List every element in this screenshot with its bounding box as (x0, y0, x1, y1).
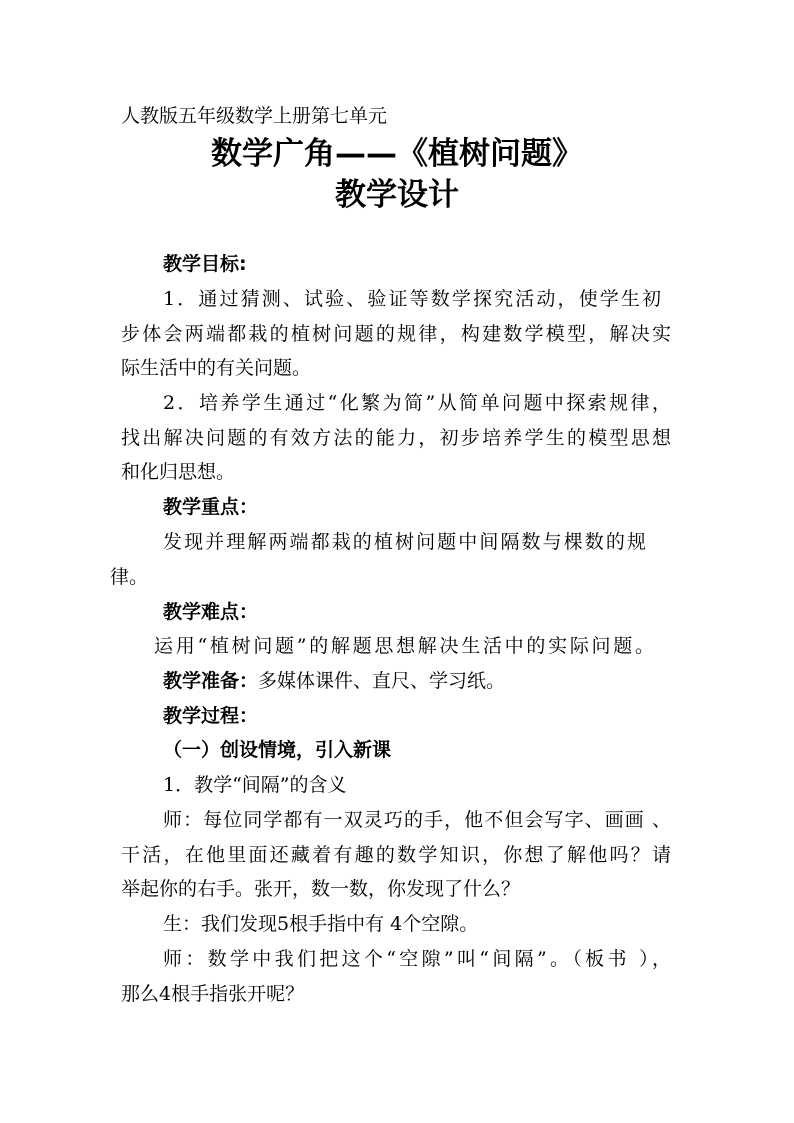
edition-label: 人教版五年级数学上册第七单元 (121, 105, 388, 127)
student1-line1: 生：我们发现5根手指中有 4个空隙。 (163, 913, 479, 935)
prep-text: 多媒体课件、直尺、学习纸。 (258, 670, 506, 692)
key-line1: 发现并理解两端都栽的植树问题中间隔数与棵数的规 (163, 531, 646, 553)
part1-heading: （一）创设情境，引入新课 (163, 739, 392, 761)
teacher1-line2: 干活，在他里面还藏着有趣的数学知识，你想了解他吗？请 (121, 844, 671, 866)
teacher1-line1: 师：每位同学都有一双灵巧的手，他不但会写字、画画 、 (163, 809, 671, 831)
document-title: 数学广角——《植树问题》 (211, 136, 583, 172)
document-subtitle: 教学设计 (335, 177, 459, 213)
goal1-line3: 际生活中的有关问题。 (121, 357, 312, 379)
teacher2-line2: 那么4根手指张开呢？ (121, 983, 305, 1005)
key-heading: 教学重点： (163, 496, 259, 518)
key-line2: 律。 (110, 566, 149, 588)
prep-line (163, 669, 505, 693)
teacher2-line1: 师：数学中我们把这个“空隙”叫“间隔”。（板书 ）， (163, 948, 671, 970)
goal2-line1: 2．培养学生通过“化繁为简”从简单问题中探索规律， (163, 392, 671, 414)
goals-heading: 教学目标: (163, 253, 247, 275)
difficulty-line1: 运用“植树问题”的解题思想解决生活中的实际问题。 (154, 635, 654, 657)
item1-heading: 1．教学“间隔”的含义 (163, 774, 347, 796)
teacher1-line3: 举起你的右手。张开，数一数，你发现了什么？ (121, 878, 521, 900)
goal1-line2: 步体会两端都栽的植树问题的规律，构建数学模型，解决实 (121, 323, 671, 345)
process-heading: 教学过程： (163, 705, 259, 727)
goal1-line1: 1．通过猜测、试验、验证等数学探究活动，使学生初 (163, 288, 661, 310)
prep-heading: 教学准备： (163, 670, 259, 692)
difficulty-heading: 教学难点： (163, 601, 259, 623)
goal2-line2: 找出解决问题的有效方法的能力，初步培养学生的模型思想 (121, 427, 671, 449)
goal2-line3: 和化归思想。 (121, 461, 236, 483)
